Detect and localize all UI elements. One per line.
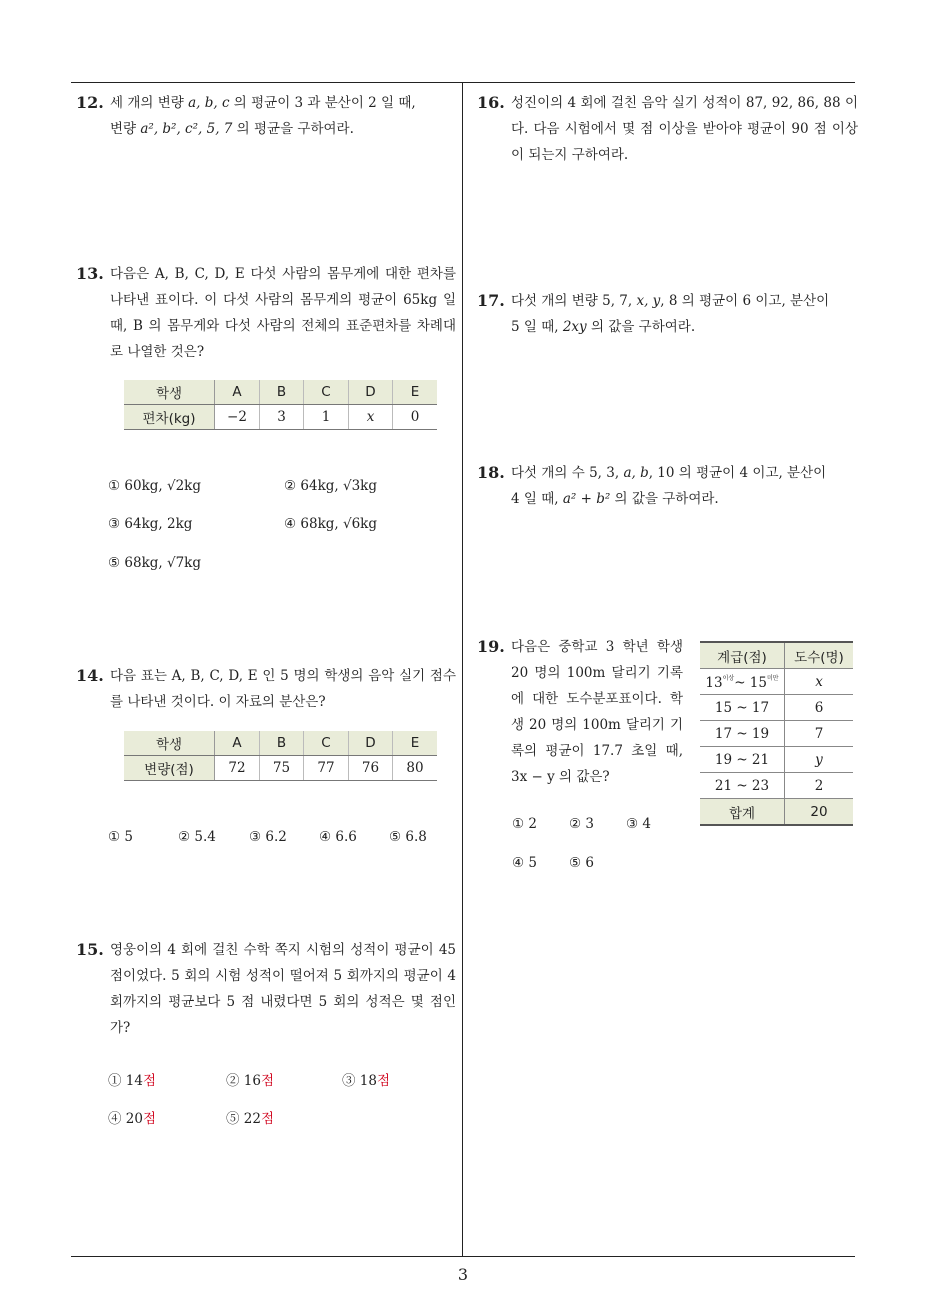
q18-line2-pre: 4 일 때,	[511, 491, 563, 507]
q12-line1-post: 의 평균이 3 과 분산이 2 일 때,	[229, 95, 416, 111]
frequency-cell: y	[785, 747, 854, 773]
q12-line2-vars: a², b², c², 5, 7	[140, 121, 233, 137]
q12-line1-pre: 세 개의 변량	[110, 95, 189, 111]
table-header-cell: B	[260, 380, 304, 405]
choice-mark: ② 16	[226, 1073, 261, 1089]
frequency-cell: 6	[785, 695, 854, 721]
question-17	[477, 288, 858, 340]
q17-line1-vars: x, y	[636, 293, 661, 309]
question-12	[76, 90, 456, 142]
q12-line2-post: 의 평균을 구하여라.	[232, 121, 354, 137]
frequency-cell: x	[785, 669, 854, 695]
choice-5[interactable]: ⑤ 68kg, √7kg	[108, 555, 201, 571]
table-header-cell: C	[304, 731, 349, 756]
choice-4[interactable]: ④ 5	[512, 855, 537, 871]
question-text: 다음은 중학교 3 학년 학생 20 명의 100m 달리기 기록에 대한 도수분포표이다. 학생 20 명의 100m 달리기 기록의 평균이 17.7 초일 때, 3x − y 의 값은?	[511, 639, 683, 785]
q17-line1-pre: 다섯 개의 변량 5, 7,	[511, 293, 637, 309]
table-header-cell: D	[349, 380, 393, 405]
table-cell: 76	[349, 756, 393, 781]
bottom-rule	[71, 1256, 855, 1257]
q17-line1-post: , 8 의 평균이 6 이고, 분산이	[660, 293, 830, 309]
q18-line2-vars: a² + b²	[562, 491, 611, 507]
table-cell: 3	[260, 405, 304, 430]
question-text: 다음 표는 A, B, C, D, E 인 5 명의 학생의 음악 실기 점수를 나타낸 것이다. 이 자료의 분산은?	[110, 668, 456, 710]
choice-mark: ④ 20	[108, 1111, 143, 1127]
q12-line2-pre: 변량	[110, 121, 141, 137]
table-header-cell: 학생	[124, 380, 215, 405]
table-cell: 80	[393, 756, 438, 781]
choice-1[interactable]: ① 60kg, √2kg	[108, 478, 201, 494]
table-header-cell: C	[304, 380, 349, 405]
question-number: 16.	[477, 93, 505, 112]
choice-1[interactable]	[108, 1069, 156, 1089]
q17-line2-vars: 2xy	[562, 319, 587, 335]
question-text	[511, 288, 858, 340]
total-label: 합계	[700, 799, 785, 826]
question-19	[477, 634, 683, 790]
q18-line2-post: 의 값을 구하여라.	[610, 491, 719, 507]
question-text: 성진이의 4 회에 걸친 음악 실기 성적이 87, 92, 86, 88 이다. 다음 시험에서 몇 점 이상을 받아야 평균이 90 점 이상이 되는지 구하여라.	[511, 95, 858, 163]
question-number: 14.	[76, 666, 104, 685]
table-header-cell: 학생	[124, 731, 215, 756]
question-13	[76, 261, 456, 365]
table-header-cell: E	[393, 731, 438, 756]
choice-mark: ⑤ 22	[226, 1111, 261, 1127]
question-16	[477, 90, 858, 168]
choice-mark: ③ 18	[342, 1073, 377, 1089]
table-cell: 0	[393, 405, 438, 430]
choice-unit: 점	[260, 1073, 275, 1089]
table-cell: 1	[304, 405, 349, 430]
table-cell: 72	[215, 756, 260, 781]
class-range: 19 ~ 21	[700, 747, 785, 773]
table-header-cell: A	[215, 380, 260, 405]
choice-1[interactable]: ① 2	[512, 816, 537, 832]
q17-line2-pre: 5 일 때,	[511, 319, 563, 335]
choice-2[interactable]: ② 3	[569, 816, 594, 832]
table-header-cell: D	[349, 731, 393, 756]
choice-2[interactable]: ② 64kg, √3kg	[284, 478, 377, 494]
q13-deviation-table	[124, 380, 437, 430]
choice-unit: 점	[142, 1073, 157, 1089]
choice-4[interactable]: ④ 68kg, √6kg	[284, 516, 377, 532]
frequency-cell: 7	[785, 721, 854, 747]
choice-3[interactable]: ③ 6.2	[249, 829, 287, 845]
frequency-cell: 2	[785, 773, 854, 799]
q18-line1-vars: a, b	[623, 465, 649, 481]
q18-line1-post: , 10 의 평균이 4 이고, 분산이	[648, 465, 827, 481]
q14-score-table	[124, 731, 437, 781]
range-end: 15	[749, 674, 767, 691]
range-start-note: 이상	[722, 674, 735, 682]
choice-unit: 점	[260, 1111, 275, 1127]
total-value: 20	[785, 799, 854, 826]
table-header-cell: 계급(점)	[700, 642, 785, 669]
choice-1[interactable]: ① 5	[108, 829, 133, 845]
table-header-cell: B	[260, 731, 304, 756]
question-text: 다음은 A, B, C, D, E 다섯 사람의 몸무게에 대한 편차를 나타낸 표이다. 이 다섯 사람의 몸무게의 평균이 65kg 일 때, B 의 몸무게와 다섯 사람의 전체의 표준편차를 차례대로 나열한 것은?	[110, 266, 456, 360]
range-start: 13	[705, 674, 723, 691]
table-cell: x	[349, 405, 393, 430]
question-number: 15.	[76, 940, 104, 959]
class-range: 17 ~ 19	[700, 721, 785, 747]
choice-3[interactable]: ③ 64kg, 2kg	[108, 516, 193, 532]
question-text: 영웅이의 4 회에 걸친 수학 쪽지 시험의 성적이 평균이 45 점이었다. 5 회의 시험 성적이 떨어져 5 회까지의 평균이 4 회까지의 평균보다 5 점 내렸다면 5 회의 성적은 몇 점인가?	[110, 942, 456, 1036]
table-cell: 77	[304, 756, 349, 781]
table-header-cell: 도수(명)	[785, 642, 854, 669]
choice-2[interactable]	[226, 1069, 274, 1089]
page-number: 3	[457, 1265, 469, 1284]
table-cell: −2	[215, 405, 260, 430]
class-range: $13^{이상}\sim$ $15^{미만}$	[700, 669, 785, 695]
question-number: 18.	[477, 463, 505, 482]
choice-3[interactable]	[342, 1069, 390, 1089]
table-row-label: 편차(kg)	[124, 405, 215, 430]
choice-5[interactable]	[226, 1107, 274, 1127]
question-text	[511, 460, 858, 512]
column-divider	[462, 82, 463, 1257]
question-18	[477, 460, 858, 512]
choice-5[interactable]: ⑤ 6	[569, 855, 594, 871]
choice-5[interactable]: ⑤ 6.8	[389, 829, 427, 845]
question-number: 12.	[76, 93, 104, 112]
top-rule	[71, 82, 855, 83]
table-header-cell: A	[215, 731, 260, 756]
choice-mark: ① 14	[108, 1073, 143, 1089]
choice-4[interactable]: ④ 6.6	[319, 829, 357, 845]
class-range: 15 ~ 17	[700, 695, 785, 721]
choice-unit: 점	[376, 1073, 391, 1089]
question-14	[76, 663, 456, 715]
table-header-cell: E	[393, 380, 438, 405]
range-end-note: 미만	[766, 674, 779, 682]
question-number: 19.	[477, 637, 505, 656]
q18-line1-pre: 다섯 개의 수 5, 3,	[511, 465, 624, 481]
question-number: 17.	[477, 291, 505, 310]
choice-2[interactable]: ② 5.4	[178, 829, 216, 845]
choice-3[interactable]: ③ 4	[626, 816, 651, 832]
q17-line2-post: 의 값을 구하여라.	[586, 319, 696, 335]
question-15	[76, 937, 456, 1041]
choice-4[interactable]	[108, 1107, 156, 1127]
class-range: 21 ~ 23	[700, 773, 785, 799]
question-number: 13.	[76, 264, 104, 283]
question-text	[110, 90, 456, 142]
choice-unit: 점	[142, 1111, 157, 1127]
table-row-label: 변량(점)	[124, 756, 215, 781]
q12-line1-vars: a, b, c	[188, 95, 230, 111]
q19-frequency-table	[700, 641, 853, 826]
table-cell: 75	[260, 756, 304, 781]
